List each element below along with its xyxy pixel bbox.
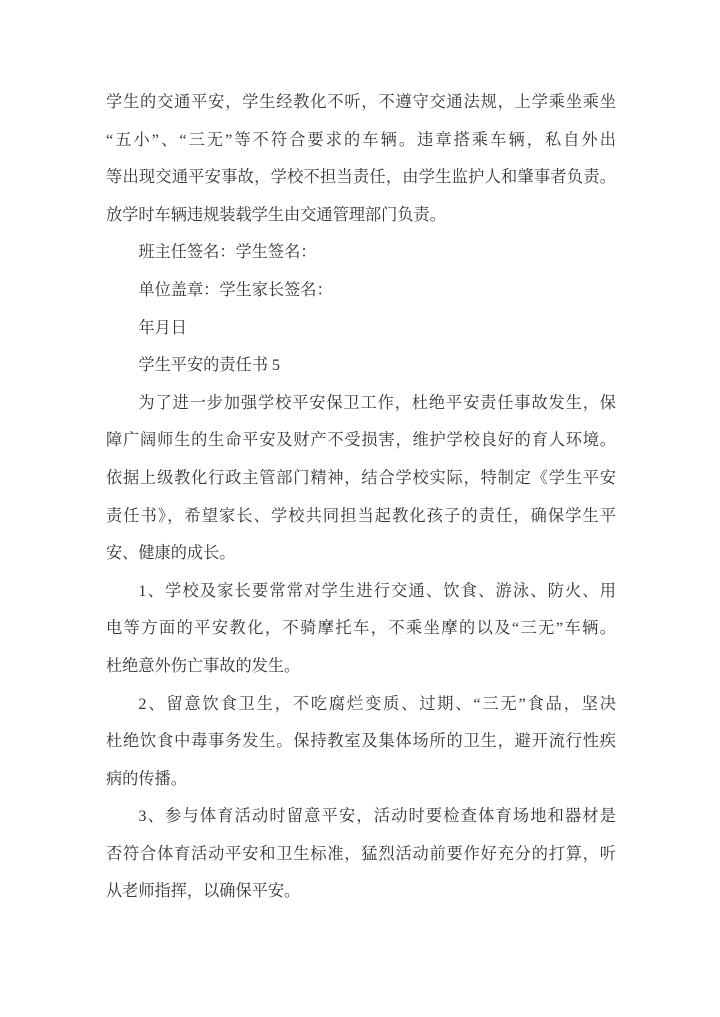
list-item-3-line: 3、参与体育活动时留意平安，活动时要检查体育场地和器材是 xyxy=(138,807,616,826)
text-line: 责任书》，希望家长、学校共同担当起教化孩子的责任，确保学生平 xyxy=(106,506,616,525)
date-line: 年月日 xyxy=(138,318,187,337)
signature-line-unit-parent: 单位盖章：学生家长签名： xyxy=(138,280,333,299)
text-line: 病的传播。 xyxy=(106,769,187,788)
text-line: 电等方面的平安教化，不骑摩托车，不乘坐摩的以及“三无”车辆。 xyxy=(106,619,616,638)
text-line: 障广阔师生的生命平安及财产不受损害，维护学校良好的育人环境。 xyxy=(106,431,616,450)
list-item-2-line: 2、留意饮食卫生，不吃腐烂变质、过期、“三无”食品，坚决 xyxy=(138,694,616,713)
text-line: 从老师指挥，以确保平安。 xyxy=(106,882,301,901)
document-text-block xyxy=(106,84,616,911)
section-title: 学生平安的责任书 5 xyxy=(138,356,281,375)
text-line: 杜绝意外伤亡事故的发生。 xyxy=(106,656,301,675)
text-line: 等出现交通平安事故，学校不担当责任，由学生监护人和肇事者负责。 xyxy=(106,168,616,187)
text-line: 否符合体育活动平安和卫生标准，猛烈活动前要作好充分的打算，听 xyxy=(106,844,616,863)
text-line: 安、健康的成长。 xyxy=(106,544,236,563)
text-line: 依据上级教化行政主管部门精神，结合学校实际，特制定《学生平安 xyxy=(106,468,616,487)
signature-line-teacher-student: 班主任签名：学生签名： xyxy=(138,243,317,262)
text-line: 学生的交通平安，学生经教化不听，不遵守交通法规，上学乘坐乘坐 xyxy=(106,93,616,111)
list-item-1-line: 1、学校及家长要常常对学生进行交通、饮食、游泳、防火、用 xyxy=(138,581,616,600)
text-line: “五小”、“三无”等不符合要求的车辆。违章搭乘车辆，私自外出 xyxy=(106,130,616,149)
text-line: 为了进一步加强学校平安保卫工作，杜绝平安责任事故发生，保 xyxy=(138,393,616,412)
text-line: 杜绝饮食中毒事务发生。保持教室及集体场所的卫生，避开流行性疾 xyxy=(106,732,616,751)
text-line: 放学时车辆违规装载学生由交通管理部门负责。 xyxy=(106,205,446,224)
